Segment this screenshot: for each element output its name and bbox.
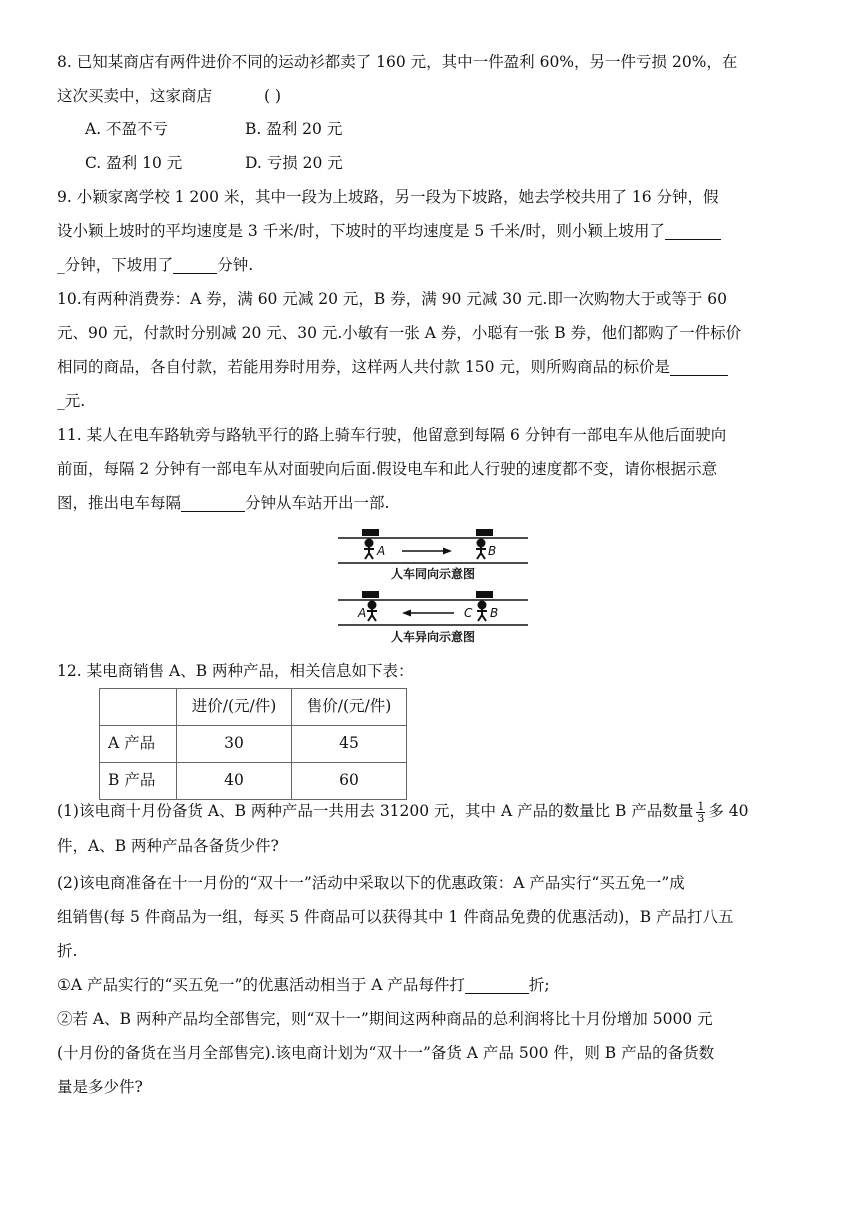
tram-car-c-icon [362, 591, 379, 598]
q12-part1-line2: 件，A、B 两种产品各备货少件? [57, 837, 279, 855]
q12-intro: 12. 某电商销售 A、B 两种产品，相关信息如下表： [57, 662, 414, 680]
q10-line3 [57, 351, 728, 385]
q10-line3-text: 相同的商品，各自付款，若能用券时用券，这样两人共付款 150 元，则所购商品的标价是 [57, 358, 670, 376]
q10-line2: 元、90 元，付款时分别减 20 元、30 元.小敏有一张 A 券，小聪有一张 B 券，他们都购了一件标价 [57, 324, 742, 342]
q11-line3-text-b: 分钟从车站开出一部. [245, 494, 390, 512]
caption-same-direction: 人车同向示意图 [390, 567, 476, 581]
label-a-top: A [377, 544, 386, 558]
rider-a2-icon [367, 602, 377, 622]
q12-blank-discount [465, 973, 529, 994]
q11-line3-text-a: 图，推出电车每隔 [57, 494, 182, 512]
q12-sub1-text-b: 折; [528, 976, 550, 994]
q9-line2-text: 设小颖上坡时的平均速度是 3 千米/时，下坡时的平均速度是 5 千米/时，则小颖上坡用了 [57, 222, 665, 240]
q12-sub2-line3: 量是多少件? [57, 1078, 143, 1096]
q12-sub2-line2: (十月份的备货在当月全部售完).该电商计划为“双十一”备货 A 产品 500 件，则 B 产品的备货数 [57, 1044, 715, 1062]
q12-part2-line1: (2)该电商准备在十一月份的“双十一”活动中采取以下的优惠政策：A 产品实行“买五免一”成 [57, 874, 685, 892]
q9-line3 [57, 249, 253, 283]
table-cell: 40 [177, 763, 292, 800]
q10-blank-price [670, 355, 728, 376]
same-direction-diagram [338, 529, 528, 581]
q9-line2 [57, 215, 721, 249]
table-header-row [100, 689, 407, 726]
table-row [100, 763, 407, 800]
q9-blank-downhill [173, 253, 217, 274]
q8-option-c: C. 盈利 10 元 [85, 154, 183, 172]
table-header-cell: 售价/(元/件) [292, 689, 407, 726]
q12-part1-text-b: 多 40 [708, 802, 749, 820]
rider-c-icon [477, 602, 487, 622]
table-row [100, 726, 407, 763]
table-cell: 45 [292, 726, 407, 763]
q12-sub1 [57, 969, 550, 1003]
fraction-numerator: 1 [697, 799, 705, 813]
q11-line2: 前面，每隔 2 分钟有一部电车从对面驶向后面.假设电车和此人行驶的速度都不变，请你根据示意 [57, 460, 718, 478]
tram-rider-diagram [336, 523, 531, 648]
q12-part1-text-a: (1)该电商十月份备货 A、B 两种产品一共用去 31200 元，其中 A 产品的数量比 B 产品数量 [57, 802, 694, 820]
q8-option-a: A. 不盈不亏 [85, 120, 169, 138]
q12-part1-line1 [57, 795, 749, 829]
q9-line1: 9. 小颖家离学校 1 200 米，其中一段为上坡路，另一段为下坡路，她去学校共用了 16 分钟，假 [57, 188, 719, 206]
tram-car-b-icon [476, 529, 493, 536]
q8-stem-line1: 8. 已知某商店有两件进价不同的运动衫都卖了 160 元，其中一件盈利 60%，另一件亏损 20%，在 [57, 53, 738, 71]
q9-line3-text-a: _分钟，下坡用了 [57, 256, 174, 274]
q10-line1: 10.有两种消费券：A 券，满 60 元减 20 元，B 券，满 90 元减 30 元.即一次购物大于或等于 60 [57, 290, 727, 308]
table-cell: 60 [292, 763, 407, 800]
opposite-direction-diagram [338, 591, 528, 644]
table-cell: 30 [177, 726, 292, 763]
q12-part2-line3: 折. [57, 942, 78, 960]
product-table [99, 688, 407, 800]
caption-opposite-direction: 人车异向示意图 [390, 630, 476, 644]
label-b-top: B [488, 544, 497, 558]
q12-part2-line2: 组销售(每 5 件商品为一组，每买 5 件商品可以获得其中 1 件商品免费的优惠活动)，B 产品打八五 [57, 908, 734, 926]
q8-stem-text: 这次买卖中，这家商店 [57, 87, 213, 105]
tram-car-a-icon [362, 529, 379, 536]
label-c-bottom: C [464, 606, 473, 620]
q12-sub1-text-a: ①A 产品实行的“买五免一”的优惠活动相当于 A 产品每件打 [57, 976, 465, 994]
table-cell: A 产品 [100, 726, 177, 763]
arrow-left-head-icon [402, 610, 411, 617]
fraction-denominator: 3 [697, 811, 705, 825]
tram-car-d-icon [476, 591, 493, 598]
label-b-bottom: B [490, 606, 499, 620]
label-a-bottom: A [358, 606, 367, 620]
q8-stem-line2 [57, 80, 281, 114]
table-cell: B 产品 [100, 763, 177, 800]
q8-option-d: D. 亏损 20 元 [245, 154, 343, 172]
q8-option-b: B. 盈利 20 元 [245, 120, 343, 138]
table-header-cell: 进价/(元/件) [177, 689, 292, 726]
q11-line1: 11. 某人在电车路轨旁与路轨平行的路上骑车行驶，他留意到每隔 6 分钟有一部电车从他后面驶向 [57, 426, 727, 444]
arrow-right-head-icon [443, 548, 452, 555]
q11-blank-interval [181, 491, 245, 512]
q8-answer-paren: ( ) [264, 87, 282, 105]
table-header-cell [100, 689, 177, 726]
q11-line3 [57, 487, 389, 521]
q10-line4: _元. [57, 392, 86, 410]
rider-b-icon [476, 540, 486, 560]
fraction-one-third [696, 801, 705, 824]
q9-blank-uphill [665, 219, 721, 240]
rider-a-icon [364, 540, 374, 560]
q12-sub2-line1: ②若 A、B 两种产品均全部售完，则“双十一”期间这两种商品的总利润将比十月份增加 5000 元 [57, 1010, 713, 1028]
q9-line3-text-b: 分钟. [217, 256, 254, 274]
